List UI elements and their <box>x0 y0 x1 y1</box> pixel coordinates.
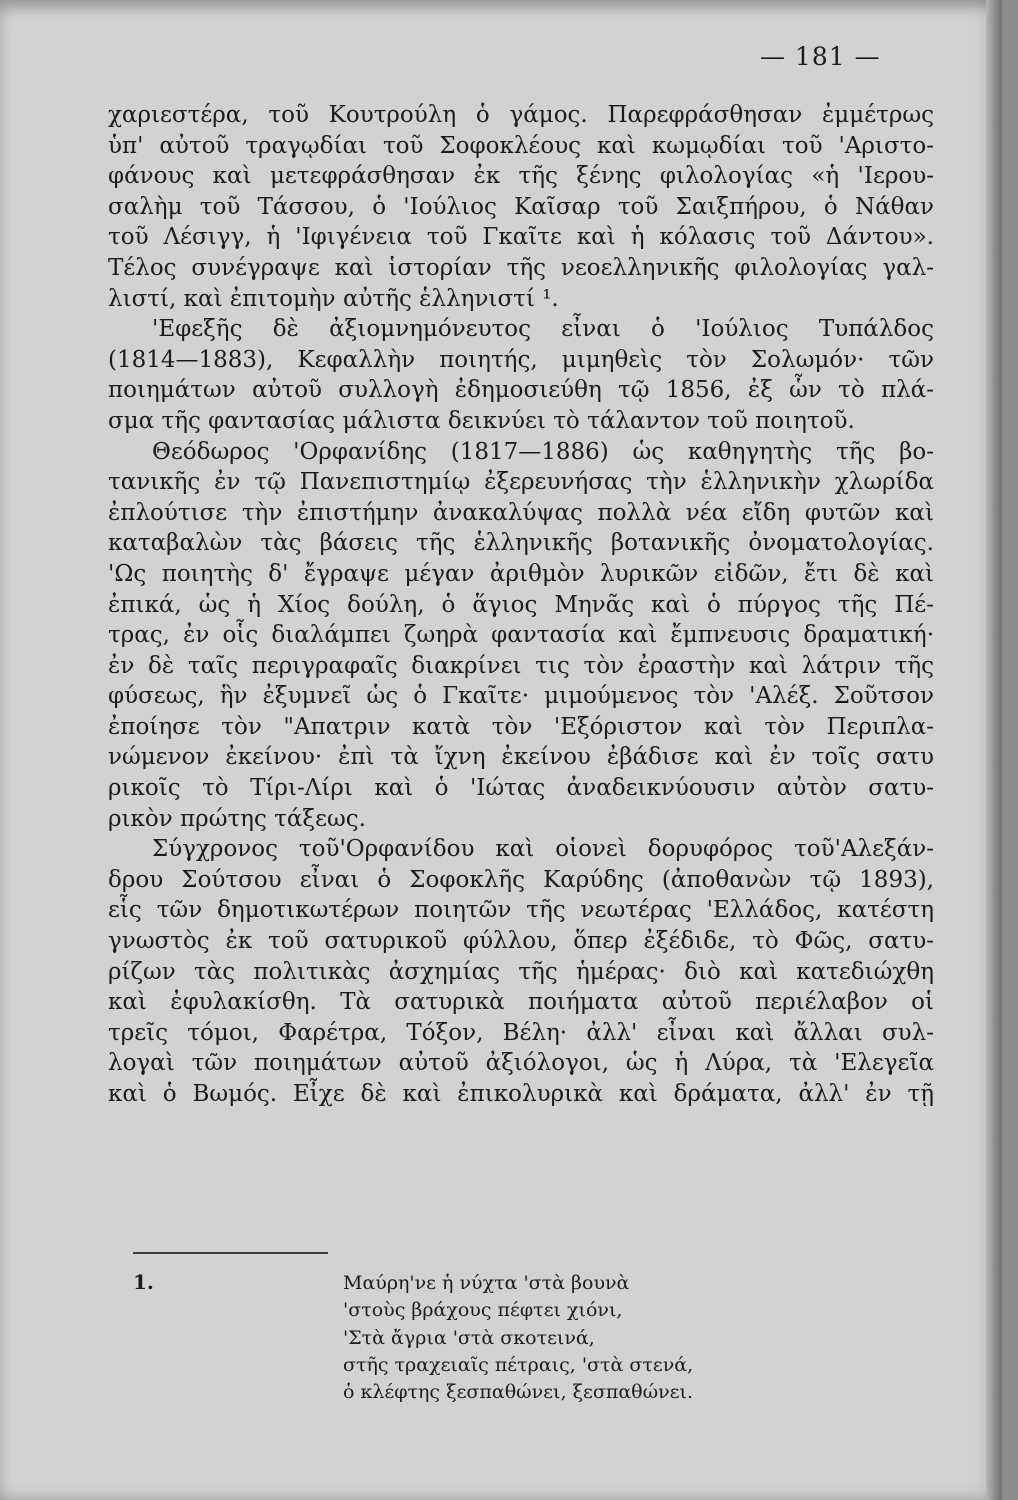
text-line: 'Εφεξῆς δὲ ἀξιομνημόνευτος εἶναι ὁ 'Ιούλιος Τυπάλδος <box>152 316 934 343</box>
text-line: ποιημάτων αὐτοῦ συλλογὴ ἐδημοσιεύθη τῷ 1856, ἐξ ὧν τὸ πλά- <box>108 377 934 404</box>
page-number: — 181 — <box>760 42 881 71</box>
verse-line: 'Στὰ ἄγρια 'στὰ σκοτεινά, <box>343 1326 595 1349</box>
text-line: σαλὴμ τοῦ Τάσσου, ὁ 'Ιούλιος Καῖσαρ τοῦ Σαιξπήρου, ὁ Νάθαν <box>108 193 934 220</box>
text-line: τρας, ἐν οἷς διαλάμπει ζωηρὰ φαντασία καὶ ἔμπνευσις δραματική· <box>108 622 934 649</box>
text-line: τοῦ Λέσιγγ, ἡ 'Ιφιγένεια τοῦ Γκαῖτε καὶ ἡ κόλασις τοῦ Δάντου». <box>108 224 934 251</box>
text-line: λογαὶ τῶν ποιημάτων αὐτοῦ ἀξιόλογοι, ὡς ἡ Λύρα, τὰ 'Ελεγεῖα <box>108 1050 934 1077</box>
text-line: λιστί, καὶ ἐπιτομὴν αὐτῆς ἑλληνιστί ¹. <box>108 285 559 312</box>
footnote-number: 1. <box>133 1270 154 1294</box>
text-line: καὶ ἐφυλακίσθη. Τὰ σατυρικὰ ποιήματα αὐτοῦ περιέλαβον οἱ <box>108 989 934 1016</box>
text-line: δρου Σούτσου εἶναι ὁ Σοφοκλῆς Καρύδης (ἀποθανὼν τῷ 1893), <box>108 866 934 893</box>
text-line: εἷς τῶν δημοτικωτέρων ποιητῶν τῆς νεωτέρας 'Ελλάδος, κατέστη <box>108 897 934 924</box>
text-line: (1814—1883), Κεφαλλὴν ποιητής, μιμηθεὶς τὸν Σολωμόν· τῶν <box>108 346 934 373</box>
verse-line: 'στοὺς βράχους πέφτει χιόνι, <box>343 1299 623 1322</box>
text-line: τρεῖς τόμοι, Φαρέτρα, Τόξον, Βέλη· ἀλλ' εἶναι καὶ ἄλλαι συλ- <box>108 1019 934 1046</box>
text-line: φάνους καὶ μετεφράσθησαν ἐκ τῆς ξένης φιλολογίας «ἡ 'Ιερου- <box>108 163 934 190</box>
text-line: ἐπλούτισε τὴν ἐπιστήμην ἀνακαλύψας πολλὰ νέα εἴδη φυτῶν καὶ <box>108 499 934 526</box>
text-line: χαριεστέρα, τοῦ Κουτρούλη ὁ γάμος. Παρεφράσθησαν ἐμμέτρως <box>108 102 934 128</box>
text-line: Θεόδωρος 'Ορφανίδης (1817—1886) ὡς καθηγητὴς τῆς βο- <box>152 438 934 465</box>
footnote-rule <box>133 1252 328 1254</box>
main-text <box>108 100 934 1110</box>
text-line: ἐποίησε τὸν "Απατριν κατὰ τὸν 'Εξόριστον καὶ τὸν Περιπλα- <box>108 713 934 740</box>
text-line: καταβαλὼν τὰς βάσεις τῆς ἑλληνικῆς βοτανικῆς ὀνοματολογίας. <box>108 530 934 557</box>
text-line: Τέλος συνέγραψε καὶ ἱστορίαν τῆς νεοελληνικῆς φιλολογίας γαλ- <box>108 254 934 281</box>
text-line: νώμενον ἐκείνου· ἐπὶ τὰ ἴχνη ἐκείνου ἐβάδισε καὶ ἐν τοῖς σατυ <box>108 744 934 771</box>
text-line: γνωστὸς ἐκ τοῦ σατυρικοῦ φύλλου, ὅπερ ἐξέδιδε, τὸ Φῶς, σατυ- <box>108 928 934 955</box>
text-line: ἐν δὲ ταῖς περιγραφαῖς διακρίνει τις τὸν ἐραστὴν καὶ λάτριν τῆς <box>108 652 934 679</box>
text-line: 'Ως ποιητὴς δ' ἔγραψε μέγαν ἀριθμὸν λυρικῶν εἰδῶν, ἔτι δὲ καὶ <box>108 560 934 587</box>
text-line: ρίζων τὰς πολιτικὰς ἀσχημίας τῆς ἡμέρας· διὸ καὶ κατεδιώχθη <box>108 958 934 985</box>
verse-line: ὁ κλέφτης ξεσπαθώνει, ξεσπαθώνει. <box>343 1381 693 1404</box>
text-line: ὑπ' αὐτοῦ τραγῳδίαι τοῦ Σοφοκλέους καὶ κωμῳδίαι τοῦ 'Αριστο- <box>108 132 934 159</box>
text-line: ρικοῖς τὸ Τίρι-Λίρι καὶ ὁ 'Ιώτας ἀναδεικνύουσιν αὐτὸν σατυ- <box>108 775 934 802</box>
text-line: ρικὸν πρώτης τάξεως. <box>108 805 366 832</box>
text-line: τανικῆς ἐν τῷ Πανεπιστημίῳ ἐξερευνήσας τὴν ἑλληνικὴν χλωρίδα <box>108 469 934 496</box>
verse-line: Μαύρη'νε ἡ νύχτα 'στὰ βουνὰ <box>343 1272 630 1294</box>
text-line: ἐπικά, ὡς ἡ Χίος δούλη, ὁ ἅγιος Μηνᾶς καὶ ὁ πύργος τῆς Πέ- <box>108 591 934 618</box>
text-line: φύσεως, ἣν ἐξυμνεῖ ὡς ὁ Γκαῖτε· μιμούμενος τὸν 'Αλέξ. Σοῦτσον <box>108 683 934 710</box>
text-line: σμα τῆς φαντασίας μάλιστα δεικνύει τὸ τάλαντον τοῦ ποιητοῦ. <box>108 407 855 434</box>
page-edge-shadow <box>986 0 1002 1500</box>
text-line: Σύγχρονος τοῦ'Ορφανίδου καὶ οἱονεὶ δορυφόρος τοῦ'Αλεξάν- <box>152 836 934 863</box>
verse-line: στῆς τραχειαῖς πέτραις, 'στὰ στενά, <box>343 1353 694 1376</box>
text-line: καὶ ὁ Βωμός. Εἶχε δὲ καὶ ἐπικολυρικὰ καὶ δράματα, ἀλλ' ἐν τῇ <box>108 1081 934 1107</box>
footnote-verse <box>343 1270 693 1406</box>
